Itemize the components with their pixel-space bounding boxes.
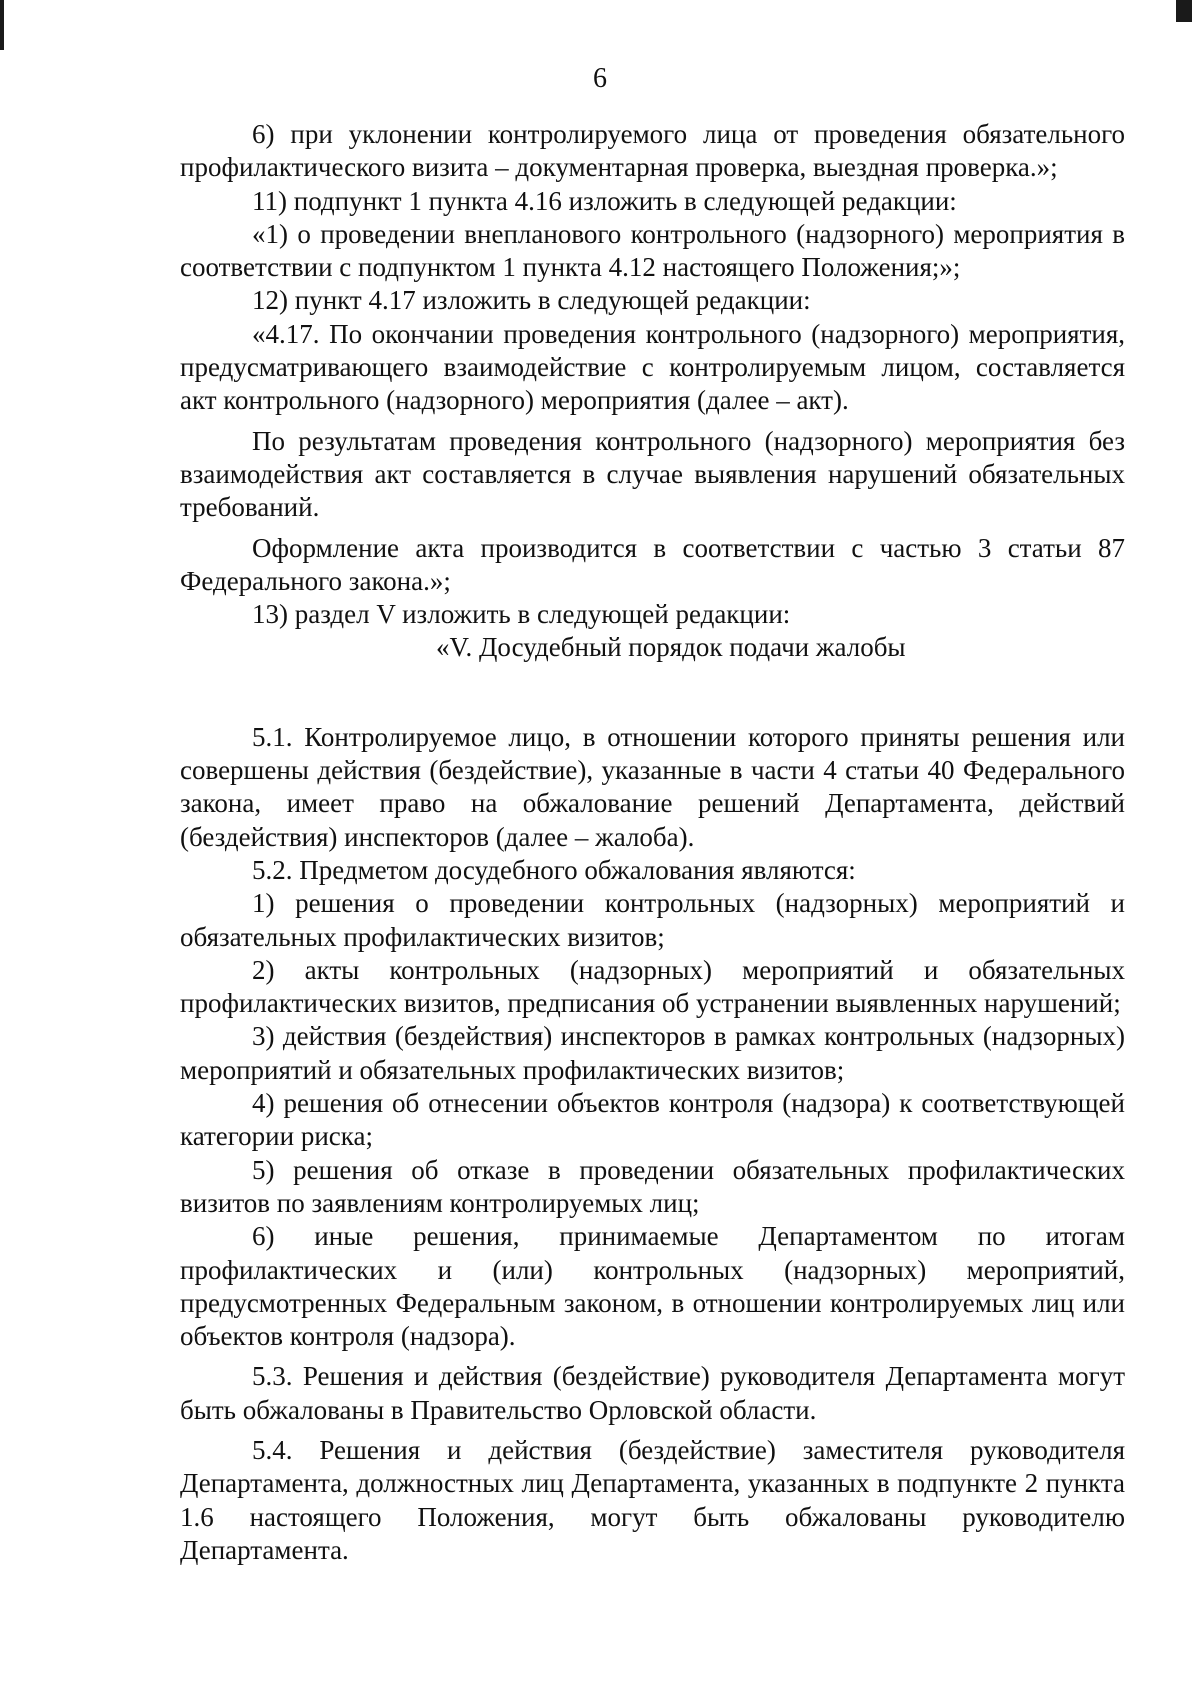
page-number: 6 xyxy=(593,63,607,94)
scan-edge-mark-right xyxy=(1176,0,1192,22)
list-item-6: 6) иные решения, принимаемые Департаментом по итогам профилактических и (или) контрольных (надзорных) мероприятий, предусмотренных Федеральным законом, в отношении контролируемых лиц или объектов контроля (надзора). xyxy=(180,1221,1125,1352)
paragraph-5-4: 5.4. Решения и действия (бездействие) заместителя руководителя Департамента, должностных лиц Департамента, указанных в подпункте 2 пункта 1.6 настоящего Положения, могут быть обжалованы руководителю Департамента. xyxy=(180,1434,1125,1565)
list-item-4: 4) решения об отнесении объектов контроля (надзора) к соответствующей категории риска; xyxy=(180,1088,1125,1152)
list-item-5: 5) решения об отказе в проведении обязательных профилактических визитов по заявлениям контролируемых лиц; xyxy=(180,1154,1125,1218)
paragraph-amendment-12: 12) пункт 4.17 изложить в следующей редакции: xyxy=(252,285,811,316)
paragraph-5-2: 5.2. Предметом досудебного обжалования являются: xyxy=(252,854,856,885)
document-body xyxy=(180,118,1125,1567)
scan-edge-mark-left xyxy=(0,0,4,50)
paragraph-act-formalization: Оформление акта производится в соответствии с частью 3 статьи 87 Федерального закона.»; xyxy=(180,532,1125,596)
list-item-1: 1) решения о проведении контрольных (надзорных) мероприятий и обязательных профилактических визитов; xyxy=(180,888,1125,952)
paragraph-quote-4-17: «4.17. По окончании проведения контрольного (надзорного) мероприятия, предусматривающего взаимодействие с контролируемым лицом, составляется акт контрольного (надзорного) мероприятия (далее – акт). xyxy=(180,318,1125,416)
paragraph-results-without-interaction: По результатам проведения контрольного (надзорного) мероприятия без взаимодействия акт составляется в случае выявления нарушений обязательных требований. xyxy=(180,425,1125,523)
paragraph-amendment-13: 13) раздел V изложить в следующей редакции: xyxy=(252,599,791,630)
paragraph-5-1: 5.1. Контролируемое лицо, в отношении которого приняты решения или совершены действия (бездействие), указанные в части 4 статьи 40 Федерального закона, имеет право на обжалование решений Департамента, действий (бездействия) инспекторов (далее – жалоба). xyxy=(180,721,1125,852)
paragraph-5-3: 5.3. Решения и действия (бездействие) руководителя Департамента могут быть обжалованы в Правительство Орловской области. xyxy=(180,1361,1125,1425)
heading-spacer xyxy=(180,665,1125,721)
list-item-2: 2) акты контрольных (надзорных) мероприятий и обязательных профилактических визитов, предписания об устранении выявленных нарушений; xyxy=(180,954,1125,1019)
list-item-3: 3) действия (бездействия) инспекторов в рамках контрольных (надзорных) мероприятий и обязательных профилактических визитов; xyxy=(180,1021,1125,1085)
section-heading: «V. Досудебный порядок подачи жалобы xyxy=(436,632,906,663)
paragraph-6-avoidance: 6) при уклонении контролируемого лица от проведения обязательного профилактического визита – документарная проверка, выездная проверка.»; xyxy=(180,119,1125,183)
paragraph-amendment-11: 11) подпункт 1 пункта 4.16 изложить в следующей редакции: xyxy=(252,185,957,216)
paragraph-quote-subitem-1: «1) о проведении внепланового контрольного (надзорного) мероприятия в соответствии с подпунктом 1 пункта 4.12 настоящего Положения;»; xyxy=(180,218,1125,283)
